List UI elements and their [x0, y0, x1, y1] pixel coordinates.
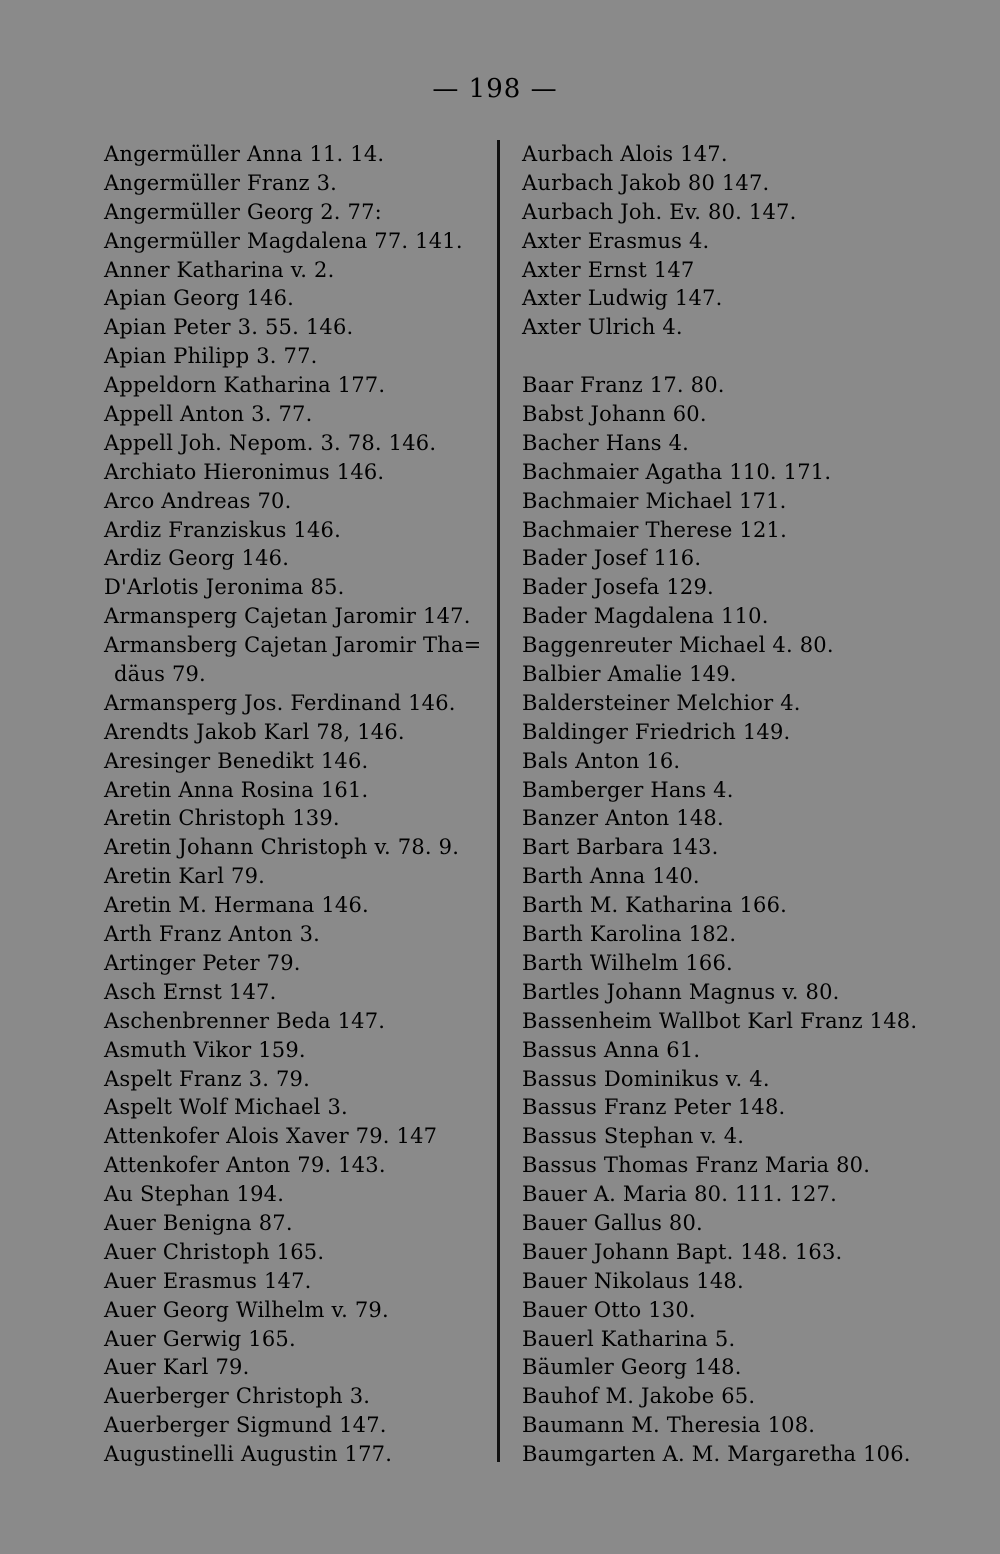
index-entry: Bachmaier Therese 121.: [522, 517, 787, 542]
index-entry: Barth Karolina 182.: [522, 922, 737, 947]
index-entry: Attenkofer Alois Xaver 79. 147: [104, 1124, 438, 1149]
index-entry: Aurbach Alois 147.: [522, 142, 728, 166]
index-entry: Bassus Thomas Franz Maria 80.: [522, 1153, 871, 1178]
column-divider: [497, 140, 500, 1462]
index-entry: Bader Josefa 129.: [522, 575, 714, 600]
index-entry: Au Stephan 194.: [104, 1182, 285, 1207]
index-entry: Axter Ludwig 147.: [522, 286, 723, 311]
index-entry: Aresinger Benedikt 146.: [104, 748, 369, 773]
index-entry: Bäumler Georg 148.: [522, 1355, 742, 1380]
index-entry: Appeldorn Katharina 177.: [104, 373, 386, 398]
index-entry: Balbier Amalie 149.: [522, 662, 737, 687]
index-entry: Asmuth Vikor 159.: [104, 1037, 306, 1062]
index-entry: Aspelt Wolf Michael 3.: [104, 1095, 348, 1120]
index-entry: Arendts Jakob Karl 78, 146.: [104, 719, 405, 744]
index-entry: Angermüller Georg 2. 77:: [104, 199, 382, 224]
index-entry: [522, 342, 922, 371]
index-entry: Bauhof M. Jakobe 65.: [522, 1384, 756, 1409]
index-entry: Baumann M. Theresia 108.: [522, 1413, 816, 1438]
index-entry: Appell Joh. Nepom. 3. 78. 146.: [104, 430, 437, 455]
right-index-column: [522, 140, 922, 1469]
index-entry: Asch Ernst 147.: [104, 979, 277, 1004]
index-entry: Bauer A. Maria 80. 111. 127.: [522, 1182, 837, 1207]
index-entry: Bals Anton 16.: [522, 748, 681, 773]
index-entry: Bauerl Katharina 5.: [522, 1326, 736, 1351]
index-entry: Bauer Johann Bapt. 148. 163.: [522, 1239, 843, 1264]
index-entry: Bachmaier Agatha 110. 171.: [522, 459, 832, 484]
index-entry: Axter Erasmus 4.: [522, 228, 710, 253]
index-entry: Barth Anna 140.: [522, 864, 700, 889]
index-entry: Armansberg Cajetan Jaromir Tha=: [104, 633, 482, 658]
index-entry: Banzer Anton 148.: [522, 806, 724, 831]
index-entry: D'Arlotis Jeronima 85.: [104, 575, 345, 600]
index-entry: Baumgarten A. M. Margaretha 106.: [522, 1442, 911, 1467]
index-entry: Aretin Johann Christoph v. 78. 9.: [104, 835, 460, 860]
index-entry: Bassus Anna 61.: [522, 1037, 701, 1062]
index-entry: Augustinelli Augustin 177.: [104, 1442, 393, 1467]
index-entry: Barth M. Katharina 166.: [522, 893, 788, 918]
index-entry: Armansperg Jos. Ferdinand 146.: [104, 690, 456, 715]
index-entry: Baldinger Friedrich 149.: [522, 719, 791, 744]
index-entry: däus 79.: [114, 662, 206, 687]
index-entry: Bassus Dominikus v. 4.: [522, 1066, 770, 1091]
index-entry: Auerberger Sigmund 147.: [104, 1413, 387, 1438]
index-entry: Auer Erasmus 147.: [104, 1268, 312, 1293]
index-entry: Bachmaier Michael 171.: [522, 488, 787, 513]
index-entry: Aspelt Franz 3. 79.: [104, 1066, 310, 1091]
index-entry: Ardiz Georg 146.: [104, 546, 290, 571]
index-entry: Bart Barbara 143.: [522, 835, 719, 860]
index-entry: Aretin M. Hermana 146.: [104, 893, 369, 918]
index-entry: Appell Anton 3. 77.: [104, 402, 313, 427]
index-entry: Anner Katharina v. 2.: [104, 257, 335, 282]
index-entry: Angermüller Magdalena 77. 141.: [104, 228, 463, 253]
index-entry: Auer Gerwig 165.: [104, 1326, 296, 1351]
index-entry: Angermüller Franz 3.: [104, 170, 338, 195]
index-entry: Axter Ulrich 4.: [522, 315, 683, 340]
index-entry: Apian Philipp 3. 77.: [104, 344, 318, 369]
index-entry: Bader Josef 116.: [522, 546, 702, 571]
index-entry: Auer Christoph 165.: [104, 1239, 325, 1264]
left-index-column: [104, 140, 489, 1469]
index-entry: Attenkofer Anton 79. 143.: [104, 1153, 386, 1178]
index-entry: Archiato Hieronimus 146.: [104, 459, 385, 484]
index-entry: Bassus Stephan v. 4.: [522, 1124, 745, 1149]
index-entry: Aretin Christoph 139.: [104, 806, 340, 831]
index-entry: Armansperg Cajetan Jaromir 147.: [104, 604, 471, 629]
index-entry: Aurbach Jakob 80 147.: [522, 170, 770, 195]
index-entry: Bader Magdalena 110.: [522, 604, 769, 629]
index-entry: Bassus Franz Peter 148.: [522, 1095, 786, 1120]
index-entry: Apian Georg 146.: [104, 286, 295, 311]
index-entry: Aurbach Joh. Ev. 80. 147.: [522, 199, 797, 224]
index-entry: Auer Benigna 87.: [104, 1210, 293, 1235]
index-entry: Barth Wilhelm 166.: [522, 950, 733, 975]
index-entry: Auerberger Christoph 3.: [104, 1384, 371, 1409]
index-entry: Bamberger Hans 4.: [522, 777, 734, 802]
index-entry: Artinger Peter 79.: [104, 950, 301, 975]
index-entry: Auer Karl 79.: [104, 1355, 250, 1380]
index-entry: Aschenbrenner Beda 147.: [104, 1008, 386, 1033]
index-entry: Aretin Anna Rosina 161.: [104, 777, 369, 802]
index-entry: Bauer Gallus 80.: [522, 1210, 703, 1235]
index-entry: Ardiz Franziskus 146.: [104, 517, 341, 542]
index-entry: Aretin Karl 79.: [104, 864, 266, 889]
index-entry: Bassenheim Wallbot Karl Franz 148.: [522, 1008, 918, 1033]
index-entry: Arth Franz Anton 3.: [104, 922, 321, 947]
index-entry: Axter Ernst 147: [522, 257, 695, 282]
page-number: — 198 —: [432, 74, 558, 104]
index-entry: Babst Johann 60.: [522, 402, 707, 427]
index-entry: Baar Franz 17. 80.: [522, 373, 725, 398]
index-entry: Baggenreuter Michael 4. 80.: [522, 633, 834, 658]
index-entry: Bartles Johann Magnus v. 80.: [522, 979, 840, 1004]
index-entry: Baldersteiner Melchior 4.: [522, 690, 801, 715]
index-entry: Angermüller Anna 11. 14.: [104, 142, 385, 166]
index-entry: Auer Georg Wilhelm v. 79.: [104, 1297, 389, 1322]
index-entry: Apian Peter 3. 55. 146.: [104, 315, 354, 340]
index-entry: Bauer Otto 130.: [522, 1297, 696, 1322]
index-entry: Arco Andreas 70.: [104, 488, 292, 513]
index-entry: Bauer Nikolaus 148.: [522, 1268, 744, 1293]
index-entry: Bacher Hans 4.: [522, 430, 690, 455]
